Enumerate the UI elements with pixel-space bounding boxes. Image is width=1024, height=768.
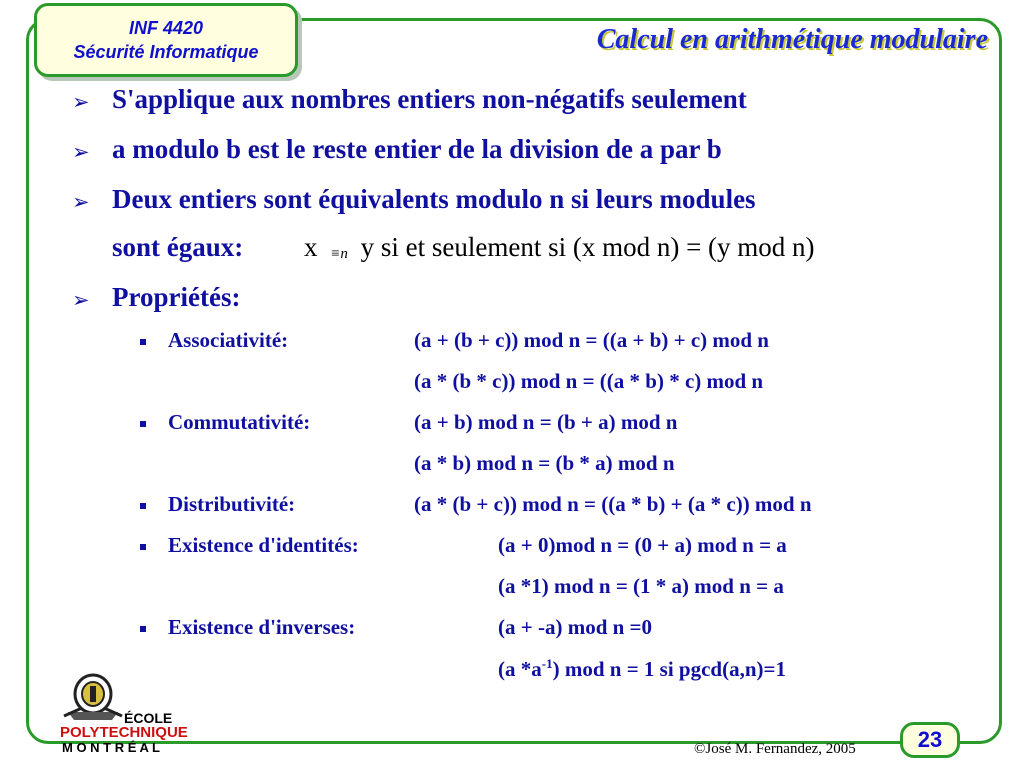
slide-title: Calcul en arithmétique modulaire (596, 24, 988, 55)
property-formula: (a *1) mod n = (1 * a) mod n = a (498, 574, 784, 598)
course-label-box (34, 3, 298, 77)
logo-montreal: M O N T R É A L (62, 740, 160, 755)
copyright-text: ©José M. Fernandez, 2005 (694, 741, 856, 757)
bullet-text: a modulo b est le reste entier de la division de a par b (112, 134, 722, 164)
formula-rest: y si et seulement si (x mod n) = (y mod n) (360, 232, 815, 262)
property-formula (498, 656, 786, 682)
page-number-badge (900, 722, 960, 758)
arrow-bullet-icon: ➢ (72, 90, 90, 114)
property-name: Associativité: (168, 328, 289, 352)
course-code: INF 4420 (128, 18, 204, 38)
property-name: Existence d'inverses: (168, 615, 356, 639)
property-formula: (a * (b * c)) mod n = ((a * b) * c) mod n (414, 369, 764, 393)
square-bullet-icon (140, 503, 146, 509)
inverse-formula-start: (a *a (498, 657, 542, 681)
property-name: Commutativité: (168, 410, 311, 434)
property-formula: (a + (b + c)) mod n = ((a + b) + c) mod n (414, 328, 769, 352)
equiv-subscript: n (340, 246, 348, 262)
property-name: Existence d'identités: (168, 533, 359, 557)
property-formula: (a + b) mod n = (b + a) mod n (414, 410, 678, 434)
property-formula: (a + 0)mod n = (0 + a) mod n = a (498, 533, 787, 557)
square-bullet-icon (140, 544, 146, 550)
formula-x: x (304, 232, 318, 262)
property-formula: (a * (b + c)) mod n = ((a * b) + (a * c)) mod n (414, 492, 812, 516)
bullet-text: S'applique aux nombres entiers non-négatifs seulement (112, 84, 747, 114)
bullet-text: Deux entiers sont équivalents modulo n si leurs modules (112, 184, 756, 214)
square-bullet-icon (140, 421, 146, 427)
course-name: Sécurité Informatique (73, 42, 259, 62)
logo-ecole: ÉCOLE (124, 710, 173, 726)
logo-polytechnique: POLYTECHNIQUE (60, 724, 188, 741)
arrow-bullet-icon: ➢ (72, 288, 90, 312)
property-formula: (a * b) mod n = (b * a) mod n (414, 451, 675, 475)
page-number: 23 (917, 727, 943, 752)
square-bullet-icon (140, 339, 146, 345)
property-formula: (a + -a) mod n =0 (498, 615, 653, 639)
crest-icon (60, 672, 130, 722)
property-name: Distributivité: (168, 492, 296, 516)
arrow-bullet-icon: ➢ (72, 140, 90, 164)
arrow-bullet-icon: ➢ (72, 190, 90, 214)
equivalence-formula (304, 232, 815, 263)
equiv-symbol: ≡ (330, 246, 341, 262)
bullet-text: Propriétés: (112, 282, 241, 312)
square-bullet-icon (140, 626, 146, 632)
bullet-text-continued: sont égaux: (112, 232, 244, 262)
inverse-exponent: -1 (541, 656, 553, 671)
school-logo (60, 672, 220, 762)
inverse-formula-end: ) mod n = 1 si pgcd(a,n)=1 (552, 657, 786, 681)
